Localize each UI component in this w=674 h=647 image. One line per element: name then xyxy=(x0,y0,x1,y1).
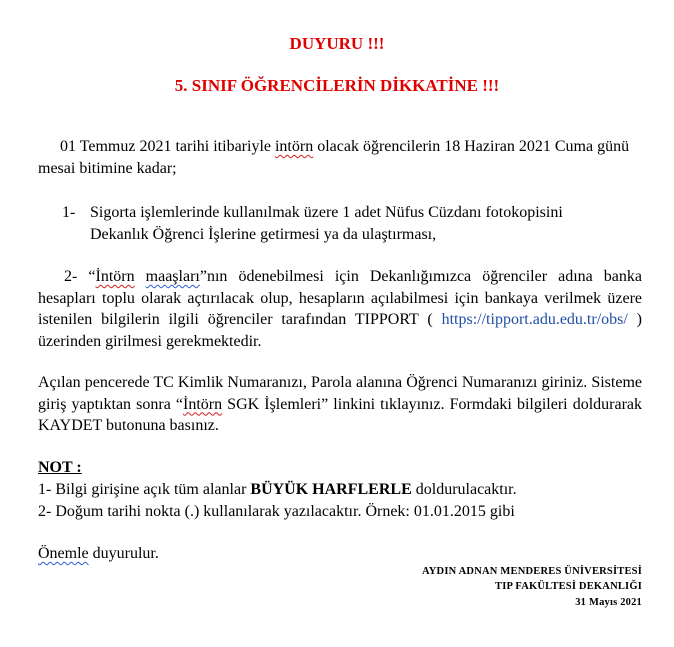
announcement-subtitle xyxy=(0,76,674,96)
signature-faculty: TIP FAKÜLTESİ DEKANLIĞI xyxy=(495,581,642,592)
note-1: 1- Bilgi girişine açık tüm alanlar BÜYÜK HARFLERLE doldurulacaktır. xyxy=(38,481,517,498)
tipport-link[interactable]: https://tipport.adu.edu.tr/obs/ xyxy=(441,311,628,328)
list-item-2: 2- “İntörn maaşları”nın ödenebilmesi için Dekanlığımızca öğrenciler adına banka hesapları toplu olarak açtırılacak olup, hesapların açılabilmesi için bankaya verilmek üzere istenilen bilgilerin ilgili öğrenciler tarafından TIPPORT ( https://tipport.adu.edu.tr/obs/ ) üzerinden girilmesi gerekmektedir. xyxy=(38,268,643,350)
list-item-1: 1- Sigorta işlemlerinde kullanılmak üzere 1 adet Nüfus Cüzdanı fotokopisini Dekanlık Öğrenci İşlerine getirmesi ya da ulaştırması, xyxy=(62,204,563,243)
closing-line: Önemle duyurulur. xyxy=(38,545,159,562)
subtitle-text: 5. SINIF ÖĞRENCİLERİN DİKKATİNE !!! xyxy=(174,76,500,95)
signature-university: AYDIN ADNAN MENDERES ÜNİVERSİTESİ xyxy=(421,566,642,577)
note-2: 2- Doğum tarihi nokta (.) kullanılarak yazılacaktır. Örnek: 01.01.2015 gibi xyxy=(38,503,515,520)
login-instructions: Açılan pencerede TC Kimlik Numaranızı, Parola alanına Öğrenci Numaranızı giriniz. Sisteme giriş yaptıktan sonra “İntörn SGK İşlemleri” linkini tıklayınız. Formdaki bilgileri doldurarak KAYDET butonuna basınız. xyxy=(38,374,642,434)
notes-heading: NOT : xyxy=(38,459,82,476)
item-number: 1- xyxy=(62,204,76,221)
announcement-title: DUYURU !!! xyxy=(289,34,385,53)
signature-date: 31 Mayıs 2021 xyxy=(575,597,642,608)
intro-paragraph: 01 Temmuz 2021 tarihi itibariyle intörn olacak öğrencilerin 18 Haziran 2021 Cuma günü mesai bitimine kadar; xyxy=(38,138,630,177)
